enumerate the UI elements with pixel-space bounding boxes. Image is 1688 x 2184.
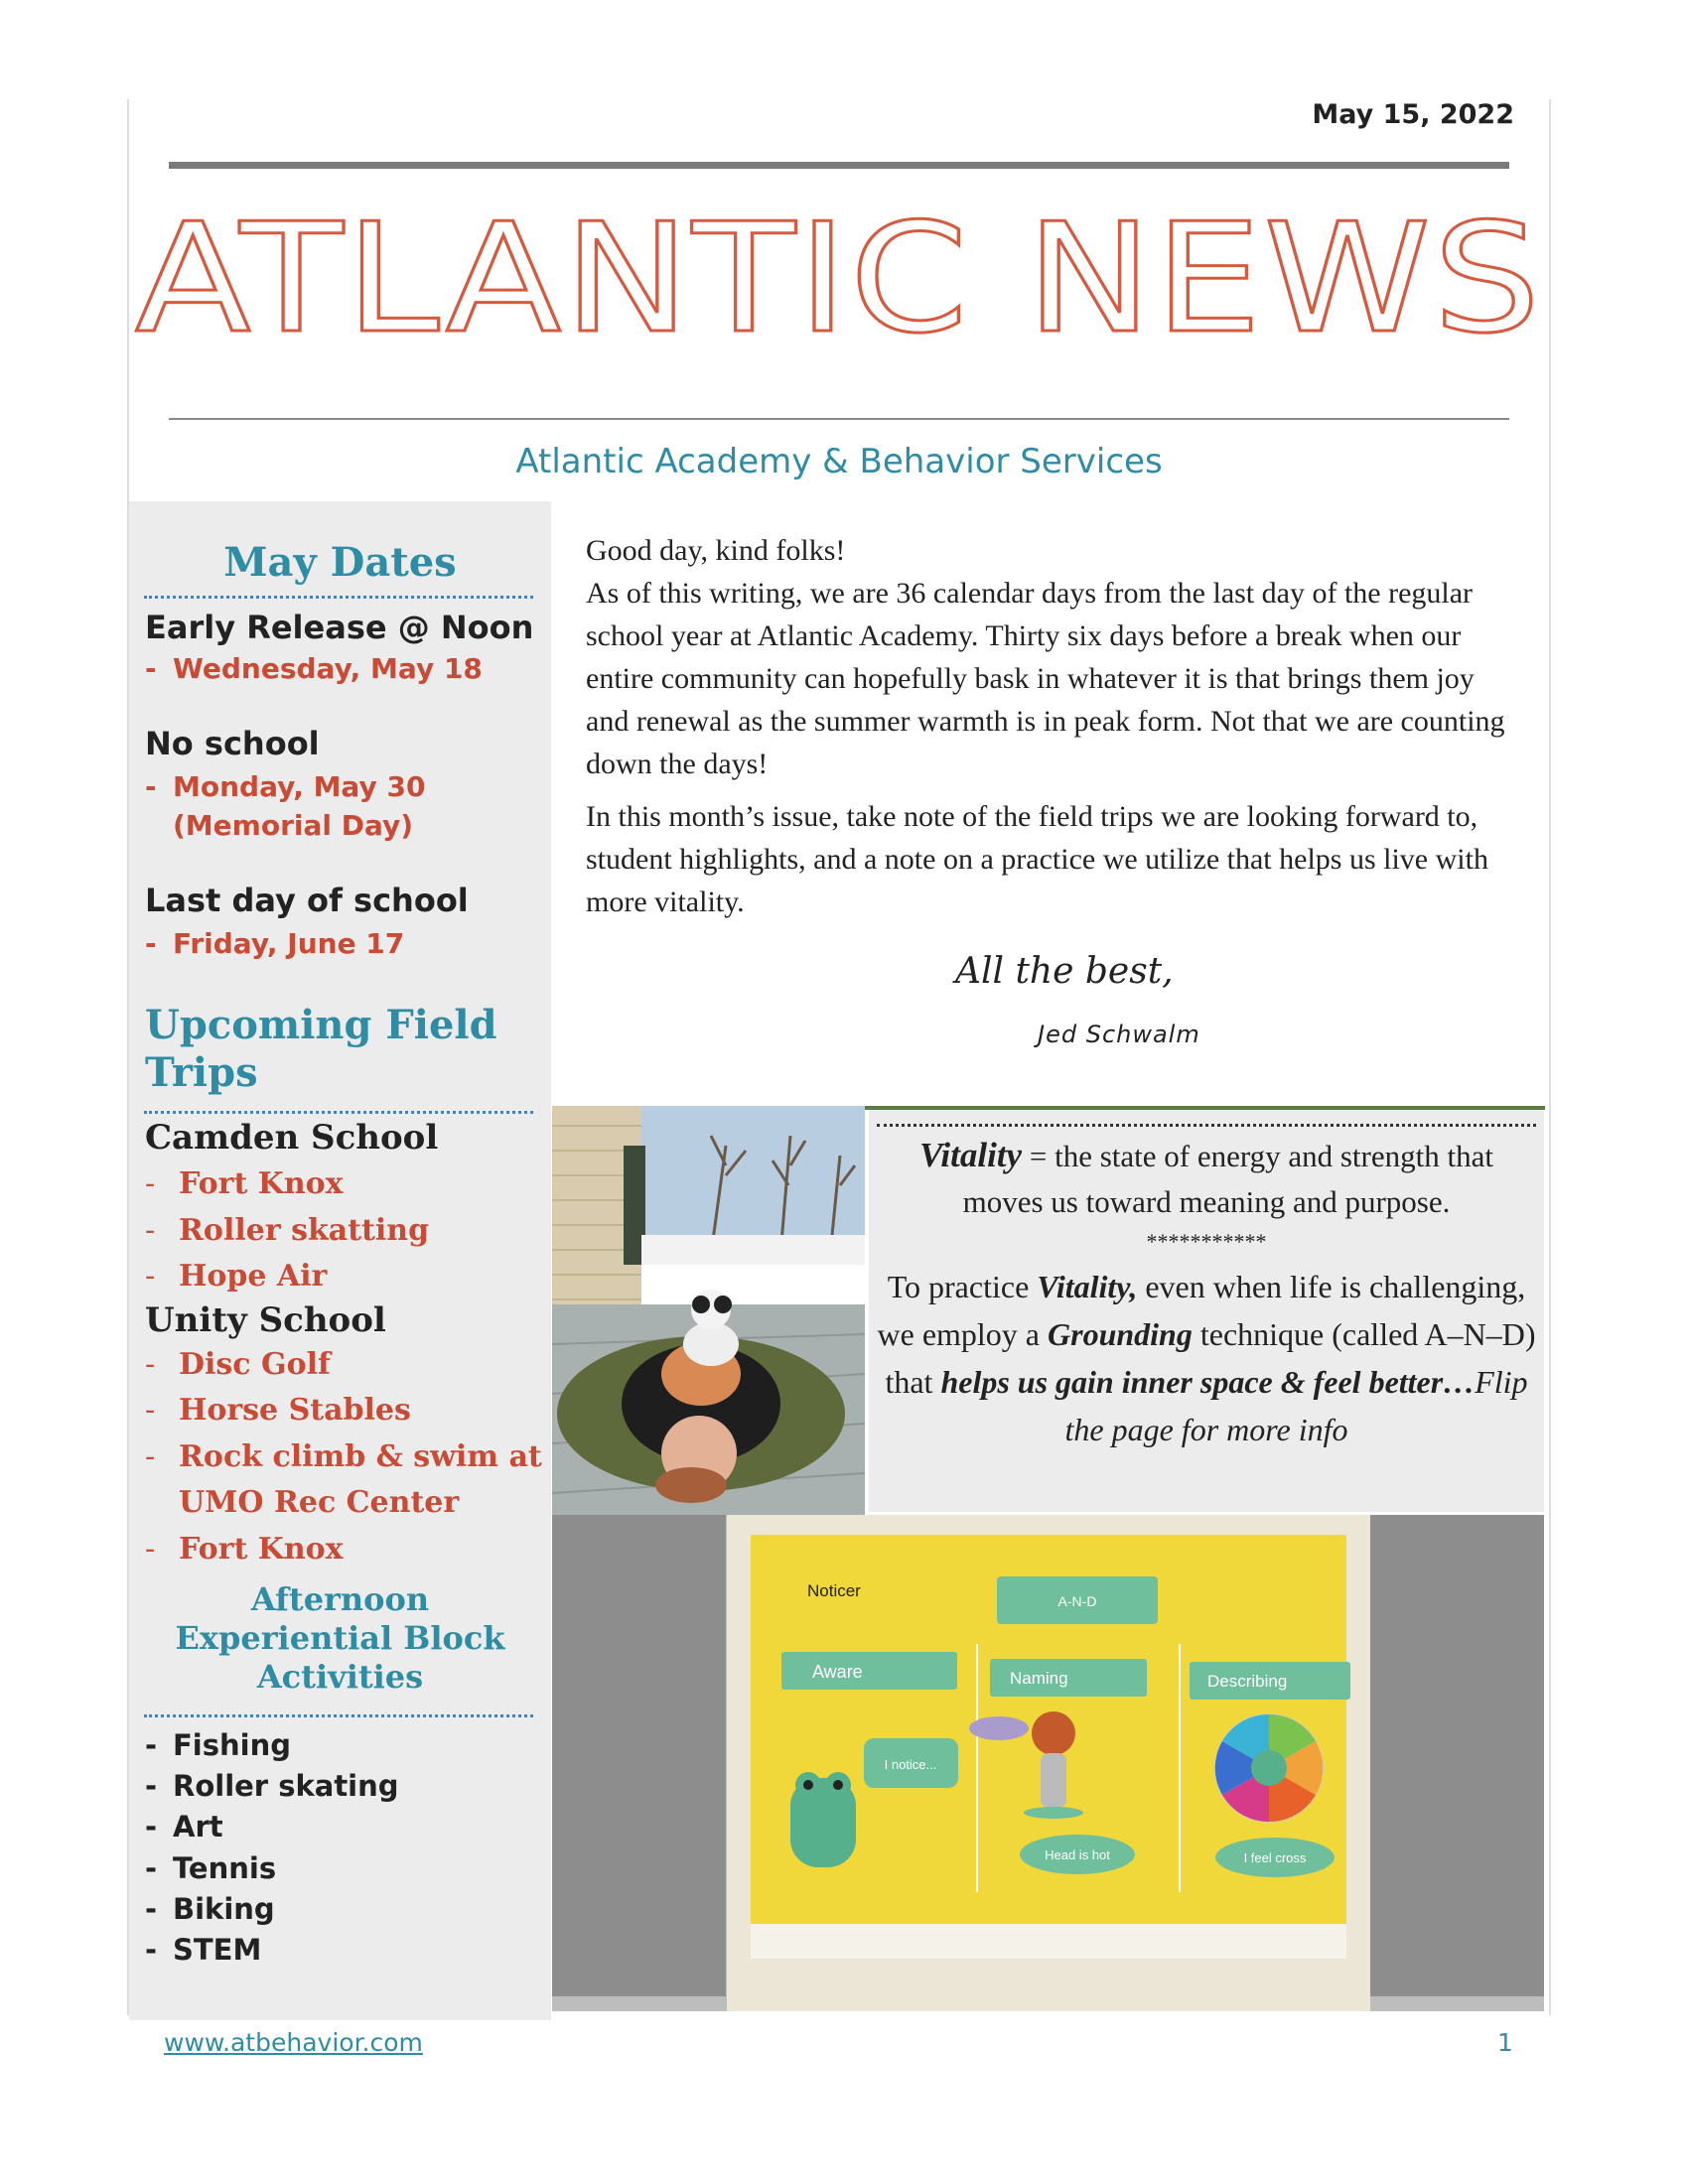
heading-line: Upcoming Field: [145, 1002, 497, 1048]
practice-bold-phrase: helps us gain inner space & feel better…: [940, 1364, 1476, 1400]
dash: -: [145, 1259, 156, 1294]
vitality-definition: [869, 1133, 1544, 1225]
trip-label: Roller skatting: [179, 1212, 430, 1248]
flip-page-note: Flip the page for more info: [1064, 1364, 1528, 1447]
dash: -: [145, 1438, 156, 1474]
activity-item: [145, 1930, 551, 1971]
poster-and: A-N-D: [1057, 1593, 1097, 1609]
dash: -: [145, 652, 157, 685]
activity-item: [145, 1889, 551, 1930]
masthead-rule: [169, 418, 1509, 420]
may-dates-heading: May Dates: [223, 539, 457, 586]
poster-feel-cross: I feel cross: [1243, 1850, 1307, 1865]
activity-label: Biking: [173, 1891, 275, 1926]
trip-label: Hope Air: [179, 1259, 328, 1294]
trip-item: [145, 1161, 551, 1208]
dash: -: [145, 1212, 156, 1248]
poster-head-hot: Head is hot: [1045, 1847, 1110, 1862]
trip-item: [145, 1388, 551, 1434]
star-separator: ***********: [1146, 1229, 1267, 1254]
dash: -: [145, 1891, 158, 1926]
trip-label: Fort Knox: [179, 1531, 344, 1567]
trip-item: [145, 1254, 551, 1300]
masthead: [135, 181, 1543, 377]
issue-date: May 15, 2022: [1312, 99, 1514, 130]
poster-aware: Aware: [812, 1662, 863, 1682]
activity-label: STEM: [173, 1932, 262, 1967]
dash-spacer: [145, 1480, 179, 1527]
welcome-letter: [586, 529, 1509, 933]
heading-line: Activities: [256, 1658, 424, 1696]
page-border-right: [1549, 99, 1551, 2015]
vitality-box: [869, 1110, 1544, 1512]
grounding-term: Grounding: [1048, 1316, 1193, 1352]
dash: -: [145, 1166, 156, 1201]
practice-text: To practice: [887, 1269, 1038, 1304]
dotted-rule: [877, 1124, 1536, 1127]
event-item: [145, 927, 551, 960]
poster-describing: Describing: [1207, 1672, 1288, 1691]
letter-signature: Jed Schwalm: [1038, 1021, 1200, 1048]
letter-paragraph: In this month’s issue, take note of the field trips we are looking forward to, student highlights, and a note on a practice we utilize that helps us live with more vitality.: [586, 800, 1488, 918]
practice-term: Vitality,: [1037, 1269, 1138, 1304]
website-link[interactable]: www.atbehavior.com: [164, 2028, 423, 2057]
dash: -: [145, 1531, 156, 1567]
afternoon-heading: [129, 1580, 551, 1697]
dash: -: [145, 1810, 158, 1844]
event-item: [145, 770, 551, 803]
trip-item: [145, 1480, 551, 1527]
student-photo: [552, 1106, 865, 1533]
camden-trips: [129, 1161, 551, 1300]
vitality-term: Vitality: [919, 1136, 1023, 1174]
activity-label: Roller skating: [173, 1769, 399, 1804]
poster-i-notice: I notice...: [884, 1757, 937, 1772]
dash: -: [145, 1850, 158, 1885]
dash: -: [145, 927, 157, 960]
activity-label: Tennis: [173, 1850, 277, 1885]
dotted-rule: [144, 1714, 533, 1717]
dotted-rule: [144, 1111, 533, 1114]
top-rule: [169, 162, 1509, 169]
dotted-rule: [144, 596, 533, 599]
page-number: 1: [1497, 2028, 1513, 2057]
activity-item: [145, 1848, 551, 1889]
event-note: (Memorial Day): [173, 809, 414, 842]
trip-label: Rock climb & swim at: [179, 1438, 542, 1474]
masthead-title: ATLANTIC NEWS: [135, 191, 1543, 366]
unity-trips: [129, 1342, 551, 1573]
field-trips-heading: [145, 1002, 551, 1097]
event-item: [145, 652, 551, 685]
activity-item: [145, 1725, 551, 1766]
trip-label: Fort Knox: [179, 1166, 344, 1201]
dash: -: [145, 1346, 156, 1382]
trip-item: [145, 1434, 551, 1481]
letter-greeting: Good day, kind folks!: [586, 534, 846, 567]
school-name: Camden School: [145, 1118, 439, 1158]
vitality-definition-text: = the state of energy and strength that moves us toward meaning and purpose.: [962, 1139, 1493, 1219]
school-name: Unity School: [145, 1299, 386, 1340]
practice-text: even when life is challenging, we employ a: [877, 1269, 1526, 1352]
poster-noticer: Noticer: [807, 1581, 861, 1600]
dash-spacer: [145, 809, 173, 842]
trip-item: [145, 1527, 551, 1573]
event-title: Last day of school: [145, 882, 469, 919]
poster-naming: Naming: [1010, 1669, 1068, 1688]
event-date: Wednesday, May 18: [173, 652, 483, 685]
and-poster-photo: [552, 1515, 1544, 2011]
event-title: Early Release @ Noon: [145, 609, 534, 646]
vitality-practice: [869, 1263, 1544, 1453]
trip-label: Disc Golf: [179, 1346, 331, 1382]
activities-list: [129, 1725, 551, 1971]
activity-item: [145, 1766, 551, 1807]
activity-label: Fishing: [173, 1728, 292, 1762]
dash: -: [145, 1932, 158, 1967]
activity-item: [145, 1807, 551, 1847]
event-date: Monday, May 30: [173, 770, 426, 803]
event-title: No school: [145, 725, 320, 762]
activity-label: Art: [173, 1810, 223, 1844]
letter-closing: All the best,: [955, 951, 1174, 992]
letter-paragraph: As of this writing, we are 36 calendar days from the last day of the regular school year at Atlantic Academy. Thirty six days before a break when our entire community can hopefully bask in whatever it is that brings them joy and renewal as the summer warmth is in peak form. Not that we are counting down the days!: [586, 577, 1505, 780]
heading-line: Experiential Block: [175, 1619, 505, 1657]
dash: -: [145, 770, 157, 803]
event-item: [145, 809, 551, 842]
subtitle: Atlantic Academy & Behavior Services: [515, 442, 1163, 481]
trip-item: [145, 1342, 551, 1389]
heading-line: Afternoon: [250, 1580, 430, 1618]
and-poster-image: [552, 1515, 1544, 2011]
dash: -: [145, 1728, 158, 1762]
dash: -: [145, 1393, 156, 1428]
trip-label: Horse Stables: [179, 1393, 411, 1428]
event-date: Friday, June 17: [173, 927, 405, 960]
trip-label: UMO Rec Center: [179, 1485, 460, 1520]
practice-text: technique (called A–N–D) that: [885, 1316, 1536, 1400]
trip-item: [145, 1208, 551, 1255]
dash: -: [145, 1769, 158, 1804]
heading-line: Trips: [145, 1049, 258, 1096]
sidebar: [129, 501, 551, 2020]
student-photo-image: [552, 1106, 865, 1533]
